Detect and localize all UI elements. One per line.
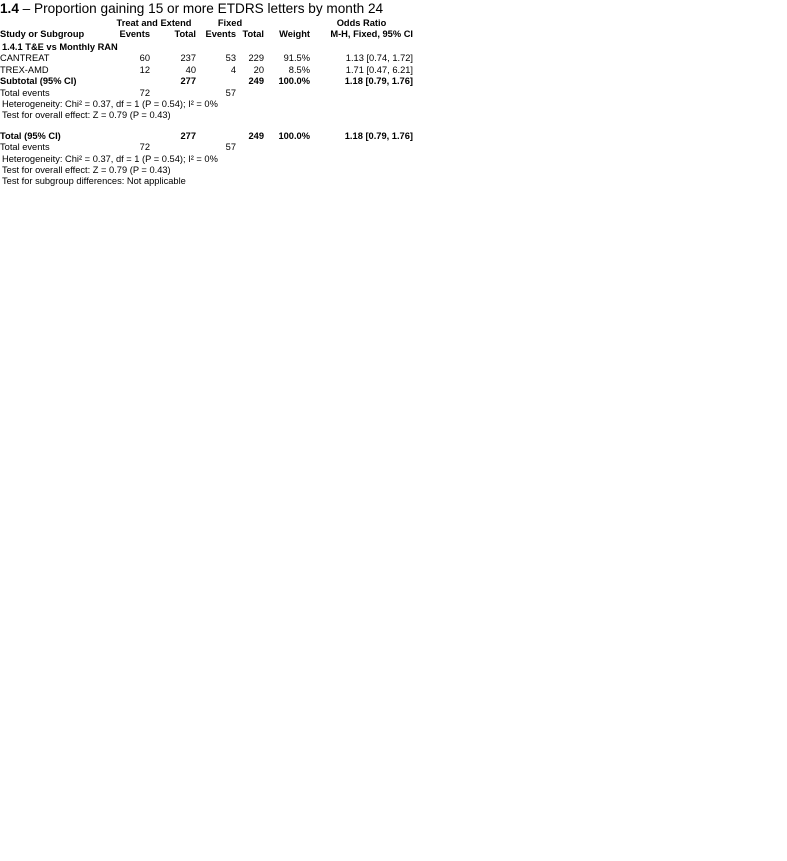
- cell: 1.71 [0.47, 6.21]: [345, 64, 413, 75]
- section-title-text: – Proportion gaining 15 or more ETDRS letters by month 24: [18, 1, 384, 16]
- cell: 57: [225, 87, 236, 98]
- cell: 237: [180, 53, 196, 64]
- cell: [112, 131, 150, 142]
- subgroup-header-row: 1.4.1 T&E vs Monthly RAN: [2, 42, 118, 52]
- cell: 72: [139, 142, 150, 153]
- footnote-row: Heterogeneity: Chi² = 0.37, df = 1 (P = 0.54); I² = 0%: [2, 99, 218, 109]
- cell: Total (95% CI): [0, 130, 61, 141]
- footnote-row: Heterogeneity: Chi² = 0.37, df = 1 (P = 0.54); I² = 0%: [2, 153, 218, 164]
- cell: [310, 142, 413, 153]
- column-header: Events: [205, 28, 236, 39]
- cell: 100.0%: [278, 76, 310, 87]
- table-row: [0, 142, 413, 153]
- cell: 277: [180, 130, 196, 141]
- cell: [150, 142, 196, 153]
- cell: CANTREAT: [0, 53, 50, 64]
- table-row: [0, 53, 413, 64]
- cell: [236, 88, 264, 99]
- table-row: [0, 76, 413, 87]
- cell: [112, 76, 150, 87]
- column-header: Total: [174, 28, 196, 39]
- footnote-row: Test for overall effect: Z = 0.79 (P = 0.43): [2, 165, 171, 175]
- cell: 91.5%: [283, 53, 310, 64]
- cell: 249: [248, 76, 264, 87]
- cell: Total events: [0, 87, 50, 98]
- footnote-row: Test for subgroup differences: Not applicable: [2, 176, 186, 187]
- cell: 4: [230, 64, 236, 75]
- cell: 277: [180, 76, 196, 87]
- cell: [264, 142, 310, 153]
- cell: 100.0%: [278, 130, 310, 141]
- cell: 1.18 [0.79, 1.76]: [344, 130, 413, 141]
- section-number: 1.4: [0, 1, 19, 16]
- section-title: [0, 0, 383, 17]
- cell: Subtotal (95% CI): [0, 76, 77, 87]
- cell: [196, 131, 236, 142]
- cell: [310, 88, 413, 99]
- cell: [196, 76, 236, 87]
- footnote-row: Test for overall effect: Z = 0.79 (P = 0.43): [2, 110, 171, 121]
- column-group-header: Fixed: [217, 17, 243, 28]
- column-group-header: Treat and Extend: [116, 17, 192, 28]
- cell: [150, 88, 196, 99]
- table-row: [0, 131, 413, 142]
- cell: 12: [139, 64, 150, 75]
- cell: 229: [248, 53, 264, 64]
- column-header: M-H, Fixed, 95% CI: [330, 28, 413, 39]
- cell: 60: [139, 53, 150, 64]
- cell: TREX-AMD: [0, 64, 49, 75]
- column-header: Study or Subgroup: [0, 28, 85, 39]
- cell: 20: [253, 64, 264, 75]
- column-header: Total: [242, 28, 264, 39]
- cell: 249: [248, 130, 264, 141]
- table-row: [0, 88, 413, 99]
- cell: [264, 88, 310, 99]
- column-header: Weight: [279, 28, 310, 39]
- column-header: Events: [119, 28, 150, 39]
- table-row: [0, 65, 413, 76]
- cell: [236, 142, 264, 153]
- cell: 1.18 [0.79, 1.76]: [344, 76, 413, 87]
- column-group-header: Odds Ratio: [336, 17, 387, 28]
- cell: 40: [185, 64, 196, 75]
- cell: 57: [225, 142, 236, 153]
- cell: 72: [139, 87, 150, 98]
- forest-plot-section: [0, 0, 787, 188]
- cell: Total events: [0, 142, 50, 153]
- cell: 8.5%: [288, 64, 310, 75]
- cell: 53: [225, 53, 236, 64]
- cell: 1.13 [0.74, 1.72]: [345, 53, 413, 64]
